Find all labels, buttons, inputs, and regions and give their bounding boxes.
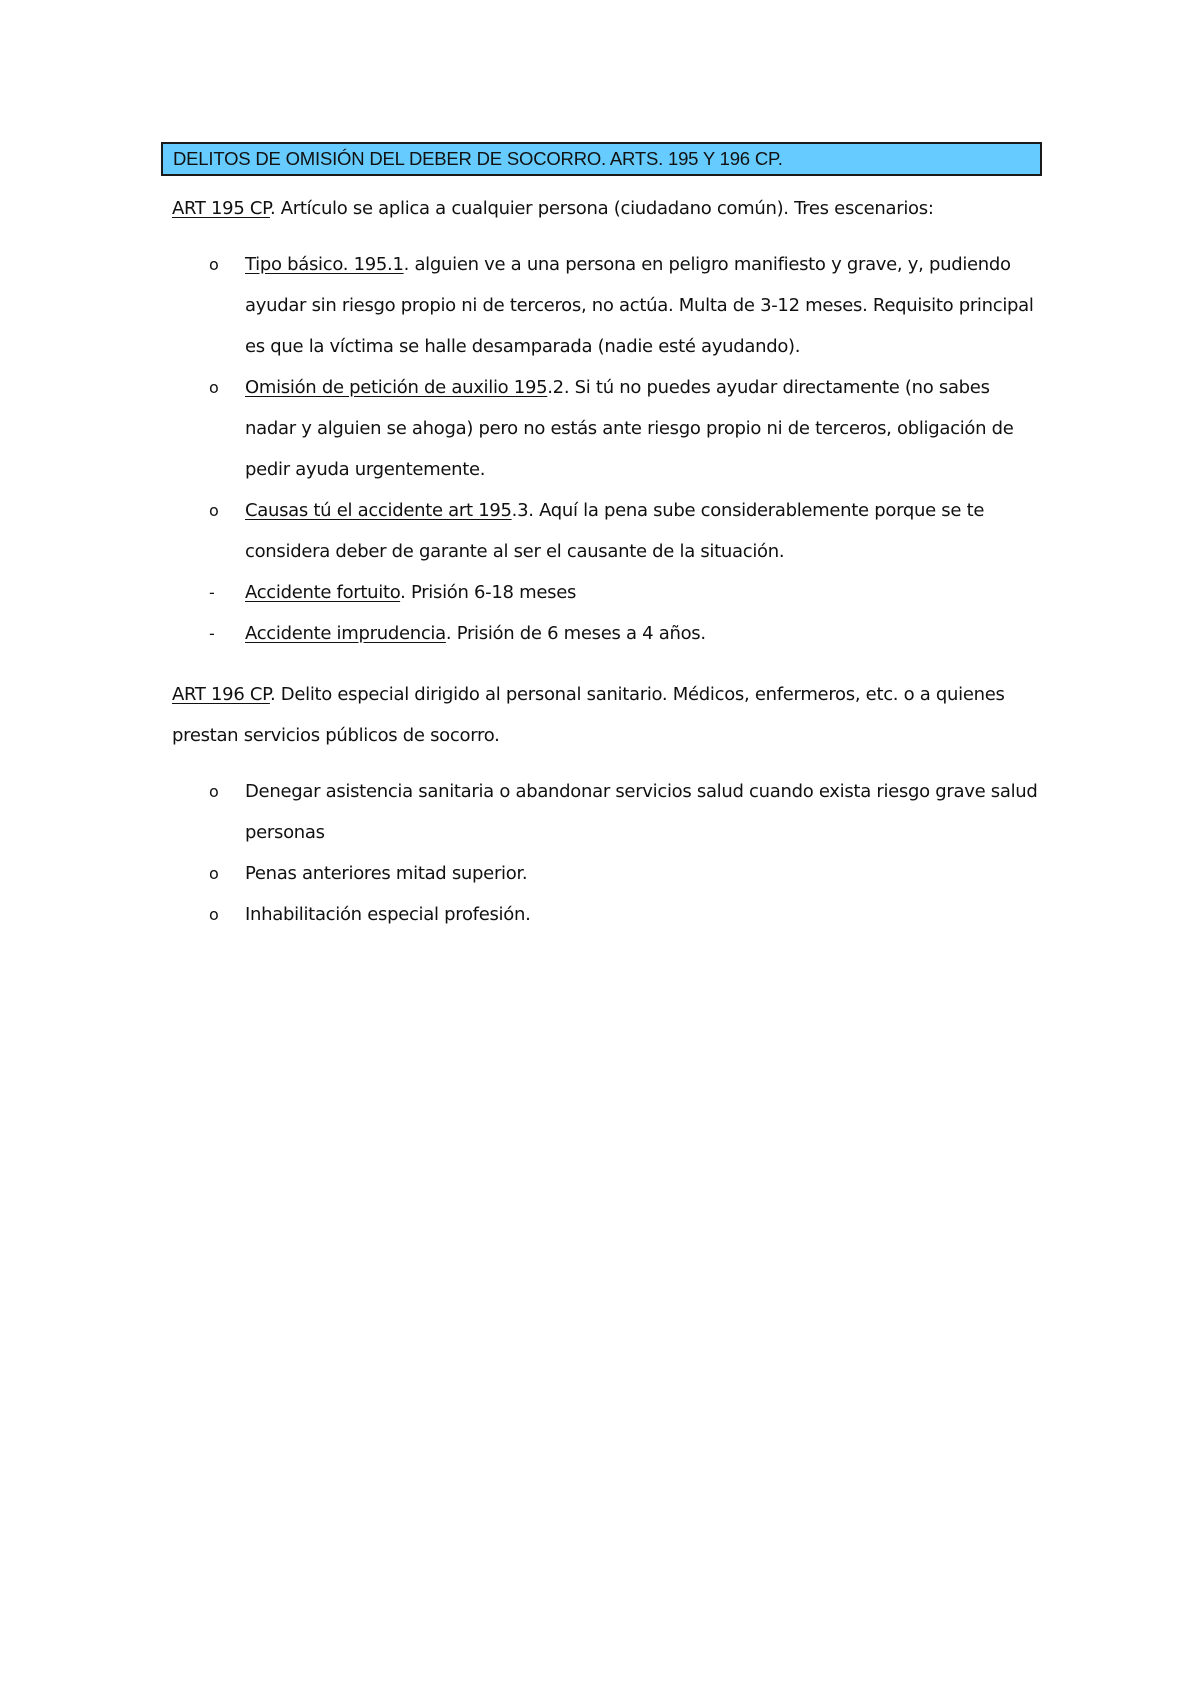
list-item (172, 853, 1042, 894)
bullet-marker: o (209, 255, 219, 274)
item-heading: Accidente imprudencia (245, 623, 446, 644)
list-item (172, 490, 1042, 572)
list-item (172, 244, 1042, 367)
bullet-marker: o (209, 905, 219, 924)
art196-list (172, 771, 1042, 935)
item-text: Denegar asistencia sanitaria o abandonar servicios salud cuando exista riesgo grave salud personas (245, 781, 1038, 843)
art195-intro (172, 188, 1042, 229)
art195-list (172, 244, 1042, 654)
document-title: DELITOS DE OMISIÓN DEL DEBER DE SOCORRO. ARTS. 195 Y 196 CP. (161, 142, 1042, 176)
bullet-marker: o (209, 378, 219, 397)
bullet-marker: o (209, 501, 219, 520)
art196-text: . Delito especial dirigido al personal sanitario. Médicos, enfermeros, etc. o a quienes prestan servicios públicos de socorro. (172, 684, 1005, 746)
item-text: .2. Si tú no puedes ayudar directamente (no sabes nadar y alguien se ahoga) pero no estás ante riesgo propio ni de terceros, obligación de pedir ayuda urgentemente. (245, 377, 1014, 480)
art196-intro (172, 674, 1042, 756)
item-text: . Prisión 6-18 meses (400, 582, 577, 603)
item-text: .3. Aquí la pena sube considerablemente porque se te considera deber de garante al ser el causante de la situación. (245, 500, 985, 562)
item-heading: Tipo básico. 195.1 (245, 254, 404, 275)
list-item (172, 572, 1042, 613)
item-text: . alguien ve a una persona en peligro manifiesto y grave, y, pudiendo ayudar sin riesgo propio ni de terceros, no actúa. Multa de 3-12 meses. Requisito principal es que la víctima se halle desamparada (nadie esté ayudando). (245, 254, 1034, 357)
item-text: Inhabilitación especial profesión. (245, 904, 531, 925)
item-heading: Accidente fortuito (245, 582, 401, 603)
art195-text: . Artículo se aplica a cualquier persona (ciudadano común). Tres escenarios: (269, 198, 934, 219)
art196-heading: ART 196 CP (172, 684, 270, 705)
list-item (172, 613, 1042, 654)
bullet-marker: o (209, 864, 219, 883)
item-text: Penas anteriores mitad superior. (245, 863, 528, 884)
art195-heading: ART 195 CP (172, 198, 270, 219)
item-heading: Causas tú el accidente art 195 (245, 500, 512, 521)
list-item (172, 771, 1042, 853)
item-text: . Prisión de 6 meses a 4 años. (445, 623, 706, 644)
dash-marker: - (209, 583, 215, 602)
list-item (172, 894, 1042, 935)
bullet-marker: o (209, 782, 219, 801)
dash-marker: - (209, 624, 215, 643)
list-item (172, 367, 1042, 490)
item-heading: Omisión de petición de auxilio 195 (245, 377, 548, 398)
